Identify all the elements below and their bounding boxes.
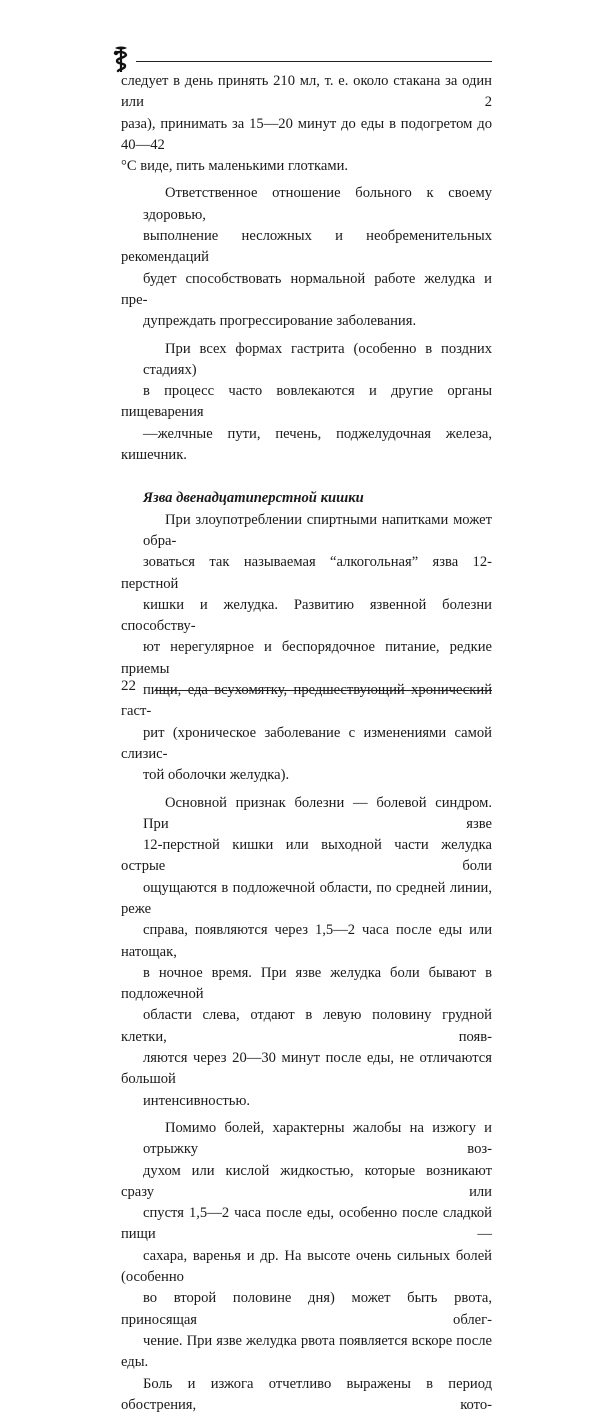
text-line: справа, появляются через 1,5—2 часа после еды или натощак, <box>121 922 492 960</box>
text-line: спустя 1,5—2 часа после еды, особенно после сладкой пищи — <box>121 1205 492 1243</box>
text-line: Боль и изжога отчетливо выражены в период обострения, кото- <box>121 1375 492 1413</box>
paragraph <box>121 183 492 332</box>
text-line: Помимо болей, характерны жалобы на изжогу и отрыжку воз- <box>143 1119 492 1158</box>
text-line: сахара, варенья и др. На высоте очень сильных болей (особенно <box>121 1247 492 1286</box>
text-line: в ночное время. При язве желудка боли бывают в подложечной <box>121 964 492 1003</box>
text-line: При злоупотреблении спиртными напитками может обра- <box>143 511 492 549</box>
text-line: 12-перстной кишки или выходной части желудка острые боли <box>121 837 492 875</box>
text-line: ляются через 20—30 минут после еды, не отличаются большой <box>121 1050 492 1088</box>
text-line: —желчные пути, печень, поджелудочная железа, кишечник. <box>121 425 492 464</box>
paragraph <box>121 71 492 177</box>
text-line: кишки и желудка. Развитию язвенной болезни способству- <box>121 596 492 635</box>
section-heading: Язва двенадцатиперстной кишки <box>143 490 364 507</box>
text-line: зоваться так называемая “алкогольная” язва 12-перстной <box>121 554 492 592</box>
text-line: Основной признак болезни — болевой синдром. При язве <box>143 794 492 832</box>
page-footer <box>121 676 492 700</box>
paragraph <box>121 1118 492 1416</box>
text-line: будет способствовать нормальной работе желудка и пре- <box>121 270 492 308</box>
text-line: °С виде, пить маленькими глотками. <box>121 158 349 175</box>
running-header <box>110 44 492 74</box>
page-number: 22 <box>121 678 136 694</box>
text-line: интенсивностью. <box>143 1092 250 1109</box>
text-line: во второй половине дня) может быть рвота, приносящая облег- <box>121 1290 492 1328</box>
paragraph <box>121 339 492 467</box>
paragraph <box>121 793 492 1112</box>
text-line: духом или кислой жидкостью, которые возникают сразу или <box>121 1162 492 1200</box>
text-line: рит (хроническое заболевание с изменениями самой слизис- <box>121 724 492 762</box>
text-line: ют нерегулярное и беспорядочное питание, редкие приемы <box>121 639 492 677</box>
text-line: выполнение несложных и необременительных рекомендаций <box>121 228 492 266</box>
text-line: раза), принимать за 15—20 минут до еды в подогретом до 40—42 <box>121 115 492 153</box>
page-body <box>121 71 492 1416</box>
text-line: Ответственное отношение больного к своему здоровью, <box>143 185 492 223</box>
paragraph <box>121 510 492 787</box>
text-line: следует в день принять 210 мл, т. е. около стакана за один или 2 <box>121 73 492 111</box>
text-line: ощущаются в подложечной области, по средней линии, реже <box>121 879 492 917</box>
text-line: При всех формах гастрита (особенно в поздних стадиях) <box>143 340 492 378</box>
footer-rule <box>155 690 492 691</box>
text-line: в процесс часто вовлекаются и другие органы пищеварения <box>121 383 492 421</box>
caduceus-icon <box>110 44 132 74</box>
header-rule <box>136 61 492 62</box>
text-line: пищи, еда всухомятку, предшествующий хронический гаст- <box>121 682 492 720</box>
text-line: дупреждать прогрессирование заболевания. <box>143 313 417 330</box>
text-line: чение. При язве желудка рвота появляется вскоре после еды. <box>121 1332 492 1371</box>
text-line: области слева, отдают в левую половину грудной клетки, появ- <box>121 1007 492 1045</box>
text-line: той оболочки желудка). <box>143 767 290 784</box>
